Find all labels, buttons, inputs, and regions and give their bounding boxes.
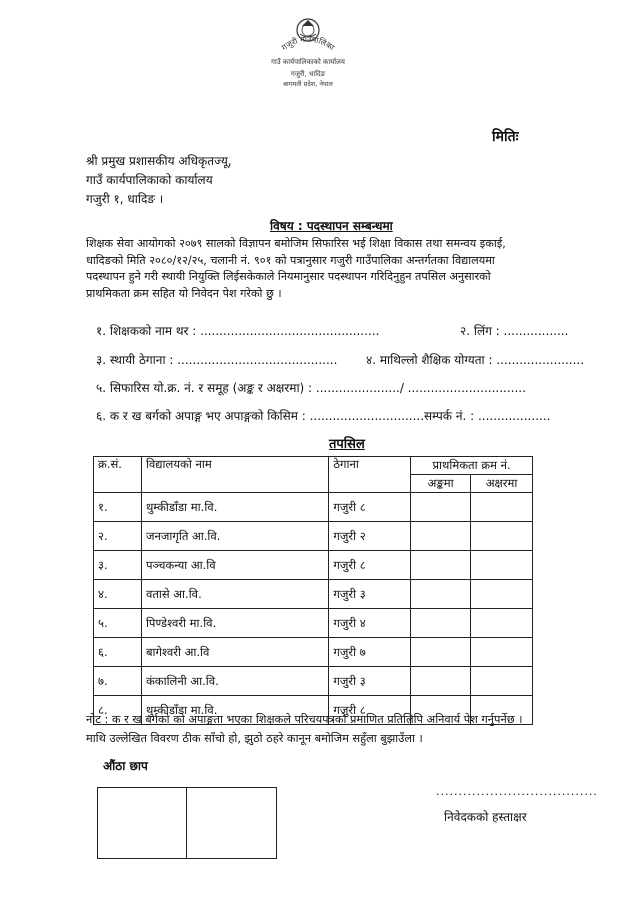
row-priority-words (471, 638, 533, 667)
svg-text:गजुरी गाउँपालिका: गजुरी गाउँपालिका (279, 34, 336, 53)
row-sn: ७. (94, 667, 142, 696)
row-school: थुम्कीडाँडा मा.वि. (141, 493, 328, 522)
addressee-line-2: गाउँ कार्यपालिकाको कार्यालय (86, 173, 213, 187)
row-address: गजुरी ८ (329, 493, 411, 522)
row-priority-digits (411, 609, 471, 638)
svg-text:बागमती प्रदेश, नेपाल: बागमती प्रदेश, नेपाल (283, 80, 333, 88)
note-line-1: नोट : क र ख बर्गको को अपाङ्गता भएका शिक्षकले परिचयपत्रको प्रमाणित प्रतिलिपि अनिवार्य पेश गर्नुपर्नेछ । (86, 713, 523, 726)
date-label: मितिः (492, 129, 519, 145)
header-school: विद्यालयको नाम (141, 457, 328, 493)
header-sn: क्र.सं. (94, 457, 142, 493)
row-sn: ४. (94, 580, 142, 609)
header-in-digits: अङ्कमा (411, 475, 471, 493)
svg-text:गाउँ कार्यपालिकाको कार्यालय: गाउँ कार्यपालिकाको कार्यालय (271, 58, 345, 66)
field-recommendation: ५. सिफारिस यो.क्र. नं. र समूह (अङ्क र अक्षरमा) : ....................../ ............................... (96, 381, 526, 395)
row-address: गजुरी ८ (329, 696, 411, 725)
row-address: गजुरी २ (329, 522, 411, 551)
row-address: गजुरी ४ (329, 609, 411, 638)
header-in-words: अक्षरमा (471, 475, 533, 493)
row-school: कंकालिनी आ.वि. (141, 667, 328, 696)
body-line-4: प्राथमिकता क्रम सहित यो निवेदन पेश गरेको छु । (86, 286, 282, 300)
table-row (94, 667, 533, 696)
table-row (94, 522, 533, 551)
addressee-line-3: गजुरी १, धादिङ । (86, 192, 164, 206)
row-priority-digits (411, 638, 471, 667)
row-sn: २. (94, 522, 142, 551)
signature-line: .................................... (436, 785, 598, 798)
row-school: जनजागृति आ.वि. (141, 522, 328, 551)
table-heading: तपसिल (329, 437, 365, 452)
table-row (94, 580, 533, 609)
row-sn: ५. (94, 609, 142, 638)
row-school: बागेश्वरी आ.वि (141, 638, 328, 667)
row-priority-digits (411, 551, 471, 580)
header-address: ठेगाना (329, 457, 411, 493)
header-priority: प्राथमिकता क्रम नं. (411, 457, 533, 475)
row-priority-words (471, 493, 533, 522)
row-address: गजुरी ८ (329, 551, 411, 580)
row-priority-words (471, 609, 533, 638)
thumbprint-label: औंठा छाप (103, 759, 148, 773)
row-priority-words (471, 580, 533, 609)
table-row (94, 551, 533, 580)
body-line-3: पदस्थापन हुने गरी स्थायी नियुक्ति लिईसकेकाले नियमानुसार पदस्थापन गरिदिनुहुन तपसिल अनुसारको (86, 270, 491, 284)
field-disability-contact: ६. क र ख बर्गको अपाङ्ग भए अपाङ्गको किसिम : ..............................सम्पर्क नं. : ................... (96, 409, 551, 423)
row-priority-digits (411, 493, 471, 522)
row-sn: ६. (94, 638, 142, 667)
body-line-2: धादिङको मिति २०८०/१२/२५, चलानी नं. ९०१ को पत्रानुसार गजुरी गाउँपालिका अन्तर्गतका विद्यालयमा (86, 253, 495, 267)
row-priority-words (471, 522, 533, 551)
body-line-1: शिक्षक सेवा आयोगको २०७९ सालको विज्ञापन बमोजिम सिफारिस भई शिक्षा विकास तथा समन्वय इकाई, (86, 237, 506, 250)
svg-text:गजुरी, धादिङ: गजुरी, धादिङ (290, 70, 326, 78)
row-address: गजुरी ३ (329, 580, 411, 609)
row-priority-digits (411, 580, 471, 609)
field-permanent-address: ३. स्थायी ठेगाना : .......................................... (96, 353, 338, 367)
field-gender: २. लिंग : ................. (460, 324, 569, 338)
table-row (94, 638, 533, 667)
field-teacher-name: १. शिक्षकको नाम थर : ............................................... (96, 324, 380, 338)
row-priority-words (471, 551, 533, 580)
row-school: थुम्कीडाँडा मा.वि. (141, 696, 328, 725)
priority-table (93, 456, 533, 725)
row-sn: १. (94, 493, 142, 522)
field-qualification: ४. माथिल्लो शैक्षिक योग्यता : ....................... (366, 353, 585, 367)
addressee-line-1: श्री प्रमुख प्रशासकीय अधिकृतज्यू, (86, 154, 232, 168)
signature-label: निवेदकको हस्ताक्षर (444, 810, 527, 824)
thumbprint-divider (186, 788, 187, 858)
table-row (94, 493, 533, 522)
row-priority-digits (411, 667, 471, 696)
subject-line: विषय : पदस्थापन सम्बन्धमा (270, 219, 393, 233)
row-priority-words (471, 667, 533, 696)
note-line-2: माथि उल्लेखित विवरण ठीक साँचो हो, झुठो ठहरे कानून बमोजिम सहुँला बुझाउँला । (86, 732, 423, 745)
row-address: गजुरी ७ (329, 638, 411, 667)
thumbprint-box (97, 787, 277, 859)
row-priority-digits (411, 522, 471, 551)
municipality-seal (262, 8, 354, 100)
body-paragraph (86, 236, 626, 302)
row-school: वतासे आ.वि. (141, 580, 328, 609)
row-sn: ८. (94, 696, 142, 725)
row-school: पञ्चकन्या आ.वि (141, 551, 328, 580)
row-sn: ३. (94, 551, 142, 580)
row-school: पिण्डेश्वरी मा.वि. (141, 609, 328, 638)
table-row (94, 609, 533, 638)
row-address: गजुरी ३ (329, 667, 411, 696)
